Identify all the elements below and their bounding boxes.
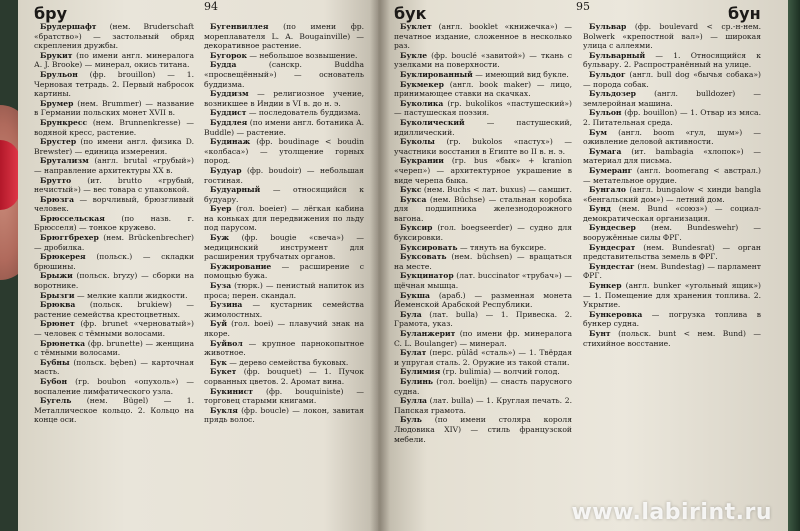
entry-headword: Букцинатор — [400, 271, 454, 281]
entry-headword: Бунт — [589, 329, 611, 338]
entry-definition: (гр. bus «бык» + kranion «череп») — архитектурное украшение в виде черепа быка. — [394, 156, 572, 185]
entry-definition: (англ. booklet «книжечка») — печатное издание, сложенное в несколько раз. — [394, 22, 572, 51]
dictionary-entry — [204, 22, 364, 51]
entry-headword: Букля — [210, 405, 238, 415]
entry-headword: Брыжи — [40, 271, 73, 281]
entry-headword: Брумер — [40, 98, 74, 108]
entry-definition: (гол. boegseerder) — судно для буксировки. — [394, 223, 572, 243]
entry-definition: (польск. brukiew) — растение семейства крестоцветных. — [34, 300, 194, 319]
entry-headword: Букса — [400, 194, 427, 204]
entry-headword: Буколы — [400, 137, 435, 147]
dictionary-entry — [394, 195, 572, 224]
entry-headword: Булимия — [400, 367, 441, 377]
dictionary-entry — [204, 281, 364, 300]
entry-headword: Брустер — [40, 137, 77, 147]
dictionary-entry — [394, 185, 572, 195]
dictionary-entry — [34, 195, 194, 214]
dictionary-entry — [583, 22, 761, 51]
entry-definition: — относящийся к будуару. — [204, 185, 364, 204]
dictionary-entry — [204, 300, 364, 319]
dictionary-entry — [204, 51, 364, 61]
entry-headword: Бульварный — [589, 50, 646, 60]
entry-headword: Брункресс — [40, 117, 88, 127]
entry-definition: — имеющий вид букле. — [475, 69, 569, 79]
dictionary-entry — [394, 415, 572, 444]
dictionary-entry — [204, 118, 364, 137]
dictionary-entry — [394, 80, 572, 99]
dictionary-entry — [34, 339, 194, 358]
entry-headword: Бум — [589, 127, 607, 137]
entry-definition: — небольшое возвышение. — [249, 50, 358, 60]
entry-headword: Букинист — [210, 386, 253, 396]
entry-headword: Бугель — [40, 396, 72, 406]
dictionary-entry — [583, 281, 761, 310]
entry-headword: Бугенвиллея — [210, 22, 269, 31]
dictionary-entry — [34, 300, 194, 319]
entry-headword: Бундесвер — [589, 223, 636, 233]
entry-definition: (лат. bulla) — 1. Привеска. 2. Грамота, указ. — [394, 309, 572, 329]
entry-definition: (польск. bryzy) — сборки на воротнике. — [34, 271, 194, 291]
entry-definition: (нем. büchsen) — вращаться на месте. — [394, 252, 572, 271]
entry-headword: Буйвол — [210, 338, 243, 348]
dictionary-entry — [394, 22, 572, 51]
dictionary-entry — [583, 223, 761, 242]
entry-definition: (фр. bouquiniste) — торговец старыми книгами. — [204, 386, 364, 406]
entry-headword: Буксировать — [400, 242, 458, 252]
entry-headword: Букрании — [400, 156, 444, 166]
dictionary-entry — [34, 156, 194, 175]
entry-definition: (нем. Brunnenkresse) — водяной кресс, растение. — [34, 117, 194, 137]
dictionary-entry — [394, 70, 572, 80]
right-page-number: 95 — [576, 0, 590, 13]
dictionary-entry — [394, 329, 572, 348]
entry-headword: Буксовать — [400, 252, 447, 262]
entry-headword: Брюггбрехер — [40, 233, 99, 243]
dictionary-entry — [394, 271, 572, 290]
dictionary-entry — [394, 291, 572, 310]
entry-headword: Брюкерея — [40, 252, 86, 262]
entry-definition: — последователь буддизма. — [248, 108, 361, 118]
dictionary-entry — [204, 185, 364, 204]
entry-headword: Букле — [400, 50, 428, 60]
entry-definition: (по имени фр. минералога C. L. Boulanger) — минерал. — [394, 329, 572, 348]
entry-headword: Бубон — [40, 376, 68, 386]
entry-definition: (по имени англ. ботаника A. Buddle) — растение. — [204, 117, 364, 137]
entry-headword: Бундестаг — [589, 261, 635, 271]
dictionary-entry — [34, 22, 194, 51]
entry-definition: (гр. bukolikos «пастушеский») — пастушеская поэзия. — [394, 98, 572, 118]
dictionary-entry — [394, 348, 572, 367]
dictionary-entry — [204, 262, 364, 281]
entry-definition: (фр. boudoir) — небольшая гостиная. — [204, 165, 364, 185]
entry-headword: Брудершафт — [40, 22, 97, 31]
entry-definition: — тянуть на буксире. — [459, 242, 547, 252]
entry-headword: Будуар — [210, 165, 242, 175]
entry-definition: (фр. boulevard < ср.-н-нем. Bolwerk «крепостной вал») — широкая улица с аллеями. — [583, 22, 761, 51]
entry-definition: (ит. bambagia «хлопок») — материал для письма. — [583, 146, 761, 166]
entry-headword: Буклированный — [400, 69, 473, 79]
entry-headword: Букмекер — [400, 79, 444, 89]
entry-headword: Бумага — [589, 146, 622, 156]
entry-definition: — пастушеский, идиллический. — [394, 117, 572, 137]
entry-definition: (англ. boomerang < австрал.) — метательное орудие. — [583, 165, 761, 185]
entry-definition: (санскр. Buddha «просвещённый») — основатель буддизма. — [204, 60, 364, 89]
entry-headword: Брюнет — [40, 319, 75, 329]
entry-headword: Будинаж — [210, 137, 251, 147]
right-page-head-word-right: бун — [728, 4, 761, 23]
entry-headword: Бульвар — [589, 22, 627, 31]
entry-definition: (польск. bęben) — карточная масть. — [34, 357, 194, 377]
left-page — [18, 0, 378, 531]
entry-definition: — религиозное учение, возникшее в Индии в VI в. до н. э. — [204, 89, 364, 108]
entry-definition: — крупное парнокопытное животное. — [204, 338, 364, 358]
entry-headword: Брюква — [40, 300, 76, 310]
entry-headword: Бузина — [210, 300, 243, 310]
entry-definition: (англ. bull dog «бычья собака») — порода собак. — [583, 69, 761, 89]
entry-definition: (фр. brunette) — женщина с тёмными волосами. — [34, 338, 194, 358]
entry-headword: Бульдозер — [589, 89, 636, 99]
dictionary-entry — [34, 319, 194, 338]
dictionary-entry — [583, 70, 761, 89]
dictionary-entry — [394, 99, 572, 118]
entry-definition: (нем. Bundesrat) — орган представительства земель в ФРГ. — [583, 242, 761, 262]
entry-definition: (фр. bouclé «завитой») — ткань с узелками на поверхности. — [394, 50, 572, 70]
entry-definition: (фр. boudinage < boudin «колбаса») — утолщение горных пород. — [204, 137, 364, 166]
entry-headword: Брызги — [40, 290, 75, 300]
dictionary-entry — [204, 358, 364, 368]
dictionary-entry — [204, 367, 364, 386]
dictionary-entry — [204, 204, 364, 233]
entry-headword: Бугорок — [210, 50, 247, 60]
entry-definition: (нем. Brückenbrecher) — дробилка. — [34, 233, 194, 252]
entry-definition: (нем. Bundeswehr) — вооружённые силы ФРГ. — [583, 223, 761, 243]
entry-definition: (гр. bulimia) — волчий голод. — [442, 367, 560, 377]
right-column-1 — [394, 22, 572, 444]
entry-headword: Буер — [210, 204, 232, 214]
dictionary-entry — [394, 367, 572, 377]
entry-headword: Букет — [210, 367, 237, 377]
entry-definition: — дерево семейства буковых. — [229, 357, 349, 367]
entry-definition: (польск.) — складки брюшины. — [34, 252, 195, 271]
dictionary-entry — [394, 51, 572, 70]
dictionary-entry — [583, 51, 761, 70]
entry-definition: (гол. boei) — плавучий знак на якоре. — [204, 319, 364, 338]
entry-definition: (перс. pûlâd «сталь») — 1. Твёрдая и упругая сталь. 2. Оружие из такой стали. — [394, 348, 573, 367]
entry-definition: (фр. boucle) — локон, завитая прядь волос. — [204, 405, 364, 425]
dictionary-entry — [583, 310, 761, 329]
dictionary-entry — [204, 166, 364, 185]
entry-headword: Букс — [400, 185, 422, 195]
entry-definition: (фр. brouillon) — 1. Черновая тетрадь. 2. Первый набросок картины. — [34, 69, 194, 99]
entry-definition: (нем. Bügel) — 1. Металлическое кольцо. 2. Кольцо на конце оси. — [34, 396, 194, 425]
dictionary-entry — [34, 396, 194, 425]
entry-definition: (араб.) — разменная монета Йеменской Арабской Республики. — [394, 290, 573, 310]
entry-headword: Брукит — [40, 50, 73, 60]
dictionary-entry — [394, 137, 572, 156]
dictionary-entry — [204, 137, 364, 166]
entry-headword: Бумеранг — [589, 165, 633, 175]
dictionary-entry — [204, 387, 364, 406]
dictionary-entry — [583, 166, 761, 185]
entry-definition: — погрузка топлива в бункер судна. — [583, 309, 761, 329]
dictionary-entry — [394, 156, 572, 185]
entry-headword: Бункер — [589, 281, 622, 291]
dictionary-entry — [394, 252, 572, 271]
entry-definition: (по имени англ. физика D. Brewster) — единица измерения. — [34, 137, 194, 156]
entry-definition: (по назв. г. Брюсселя) — тонкое кружево. — [34, 213, 194, 233]
dictionary-entry — [583, 329, 761, 348]
right-column-2 — [583, 22, 761, 348]
entry-headword: Буй — [210, 319, 227, 329]
dictionary-entry — [394, 223, 572, 242]
dictionary-entry — [204, 319, 364, 338]
dictionary-entry — [34, 118, 194, 137]
entry-definition: (нем. Büchse) — стальная коробка для подшипника железнодорожного вагона. — [394, 194, 572, 223]
dictionary-entry — [34, 377, 194, 396]
entry-headword: Буксир — [400, 223, 433, 233]
entry-headword: Бужирование — [210, 261, 272, 271]
entry-definition: (фр. bouquet) — 1. Пучок сорванных цветов. 2. Аромат вина. — [204, 367, 364, 386]
dictionary-entry — [583, 243, 761, 262]
left-column-1 — [34, 22, 194, 425]
dictionary-entry — [394, 243, 572, 253]
entry-definition: (англ. brutal «грубый») — направление архитектуры XX в. — [34, 156, 194, 175]
entry-definition: — мелкие капли жидкости. — [76, 290, 188, 300]
dictionary-entry — [34, 176, 194, 195]
entry-definition: — расширение с помощью бужа. — [204, 261, 364, 281]
entry-definition: (англ. book maker) — лицо, принимающее ставки на скачках. — [394, 79, 572, 99]
entry-headword: Букша — [400, 290, 430, 300]
dictionary-entry — [34, 233, 194, 252]
entry-definition: (по имени фр. мореплавателя L. A. Bougainville) — декоративное растение. — [204, 22, 364, 51]
dictionary-entry — [204, 233, 364, 262]
right-page — [378, 0, 788, 531]
dictionary-entry — [204, 60, 364, 89]
red-fingernail — [0, 140, 20, 210]
dictionary-entry — [34, 214, 194, 233]
entry-definition: (нем. Bundestag) — парламент ФРГ. — [583, 261, 761, 281]
dictionary-entry — [394, 396, 572, 415]
dictionary-entry — [583, 147, 761, 166]
entry-headword: Буклет — [400, 22, 432, 31]
entry-definition: (лат. buccinator «трубач») — щёчная мышца. — [394, 271, 572, 291]
entry-definition: (англ. boom «гул, шум») — оживление деловой активности. — [583, 127, 761, 147]
entry-definition: (гр. bukolos «пастух») — участники восстания в Египте во II в. н. э. — [394, 137, 572, 156]
entry-headword: Буддизм — [210, 89, 249, 99]
entry-headword: Бук — [210, 357, 227, 367]
entry-headword: Буддист — [210, 108, 247, 118]
dictionary-entry — [34, 252, 194, 271]
entry-definition: (англ. bunker «угольный ящик») — 1. Помещение для хранения топлива. 2. Укрытие. — [583, 281, 761, 310]
entry-headword: Брюнетка — [40, 338, 86, 348]
entry-definition: (ит. brutto «грубый, нечистый») — вес товара с упаковкой. — [34, 175, 194, 195]
entry-definition: (гол. boelijn) — снасть парусного судна. — [394, 376, 572, 396]
dictionary-entry — [583, 204, 761, 223]
entry-headword: Бункеровка — [589, 309, 643, 319]
entry-headword: Будда — [210, 60, 237, 70]
dictionary-entry — [34, 291, 194, 301]
watermark: www.labirint.ru — [571, 500, 772, 525]
dictionary-entry — [583, 89, 761, 108]
open-dictionary — [18, 0, 788, 531]
entry-definition: (фр. bougie «свеча») — медицинский инструмент для расширения трубчатых органов. — [204, 233, 364, 262]
entry-definition: (нем. Brummer) — название в Германии польских монет XVII в. — [34, 98, 194, 118]
dictionary-entry — [34, 358, 194, 377]
dictionary-entry — [394, 377, 572, 396]
dictionary-entry — [583, 262, 761, 281]
entry-headword: Брутто — [40, 175, 72, 185]
entry-headword: Брутализм — [40, 156, 89, 166]
entry-headword: Булат — [400, 348, 427, 358]
dictionary-entry — [583, 108, 761, 127]
left-page-number: 94 — [204, 0, 218, 13]
entry-definition: — 1. Относящийся к бульвару. 2. Распространённый на улице. — [583, 50, 761, 70]
entry-headword: Брульон — [40, 69, 78, 79]
entry-headword: Буж — [210, 233, 230, 243]
entry-definition: (нем. Bund «союз») — социал-демократическая организация. — [583, 204, 761, 223]
entry-definition: (по имени столяра короля Людовика XIV) — стиль французской мебели. — [394, 415, 572, 444]
entry-definition: (англ. bulldozer) — землеройная машина. — [583, 89, 761, 108]
dictionary-entry — [34, 271, 194, 290]
entry-definition: (нем. Buchs < лат. buxus) — самшит. — [423, 185, 572, 195]
entry-headword: Бундесрат — [589, 242, 636, 252]
left-page-head-word: бру — [34, 4, 68, 23]
dictionary-entry — [34, 99, 194, 118]
entry-headword: Булла — [400, 396, 427, 406]
dictionary-entry — [204, 89, 364, 108]
dictionary-entry — [34, 51, 194, 70]
entry-definition: — кустарник семейства жимолостных. — [204, 300, 364, 319]
dictionary-entry — [583, 128, 761, 147]
dictionary-entry — [583, 185, 761, 204]
entry-definition: (англ. bungalow < хинди bangla «бенгальский дом») — летний дом. — [583, 185, 761, 204]
entry-headword: Будуарный — [210, 185, 261, 195]
entry-headword: Буддлея — [210, 117, 248, 127]
entry-definition: (фр. bouillon) — 1. Отвар из мяса. 2. Питательная среда. — [583, 108, 761, 127]
entry-definition: (гр. boubon «опухоль») — воспаление лимфатического узла. — [34, 376, 194, 396]
dictionary-entry — [34, 137, 194, 156]
entry-headword: Булинь — [400, 376, 434, 386]
entry-definition: (фр. brunet «черноватый») — человек с тёмными волосами. — [34, 319, 195, 338]
entry-headword: Буланжерит — [400, 329, 456, 338]
entry-definition: — ворчливый, брюзгливый человек. — [34, 194, 194, 214]
left-column-2 — [204, 22, 364, 425]
entry-headword: Буколика — [400, 98, 444, 108]
right-page-head-word-left: бук — [394, 4, 427, 23]
entry-headword: Бубны — [40, 357, 70, 367]
entry-headword: Бунд — [589, 204, 611, 214]
book-cover-edge — [788, 0, 800, 531]
entry-headword: Брюссельская — [40, 213, 105, 223]
entry-definition: (тюрк.) — пенистый напиток из проса; перен. скандал. — [204, 281, 364, 300]
entry-headword: Буль — [400, 415, 422, 425]
dictionary-entry — [34, 70, 194, 99]
entry-definition: (польск. bunt < нем. Bund) — стихийное восстание. — [583, 329, 761, 348]
entry-definition: (лат. bulla) — 1. Круглая печать. 2. Папская грамота. — [394, 396, 572, 415]
dictionary-entry — [394, 118, 572, 137]
entry-headword: Була — [400, 309, 422, 319]
dictionary-entry — [394, 310, 572, 329]
entry-headword: Брюзга — [40, 194, 75, 204]
entry-headword: Буколический — [400, 117, 465, 127]
entry-definition: (гол. boeier) — лёгкая кабина на коньках для передвижения по льду под парусом. — [204, 204, 364, 233]
dictionary-entry — [204, 406, 364, 425]
entry-headword: Буза — [210, 281, 232, 291]
dictionary-entry — [204, 339, 364, 358]
entry-headword: Бульдог — [589, 69, 626, 79]
entry-headword: Бульон — [589, 108, 622, 118]
entry-definition: (нем. Bruderschaft «братство») — застольный обряд скрепления дружбы. — [34, 22, 194, 51]
entry-headword: Бунгало — [589, 185, 626, 195]
dictionary-entry — [204, 108, 364, 118]
entry-definition: (по имени англ. минералога А. J. Brooke) — минерал, окись титана. — [34, 50, 194, 70]
